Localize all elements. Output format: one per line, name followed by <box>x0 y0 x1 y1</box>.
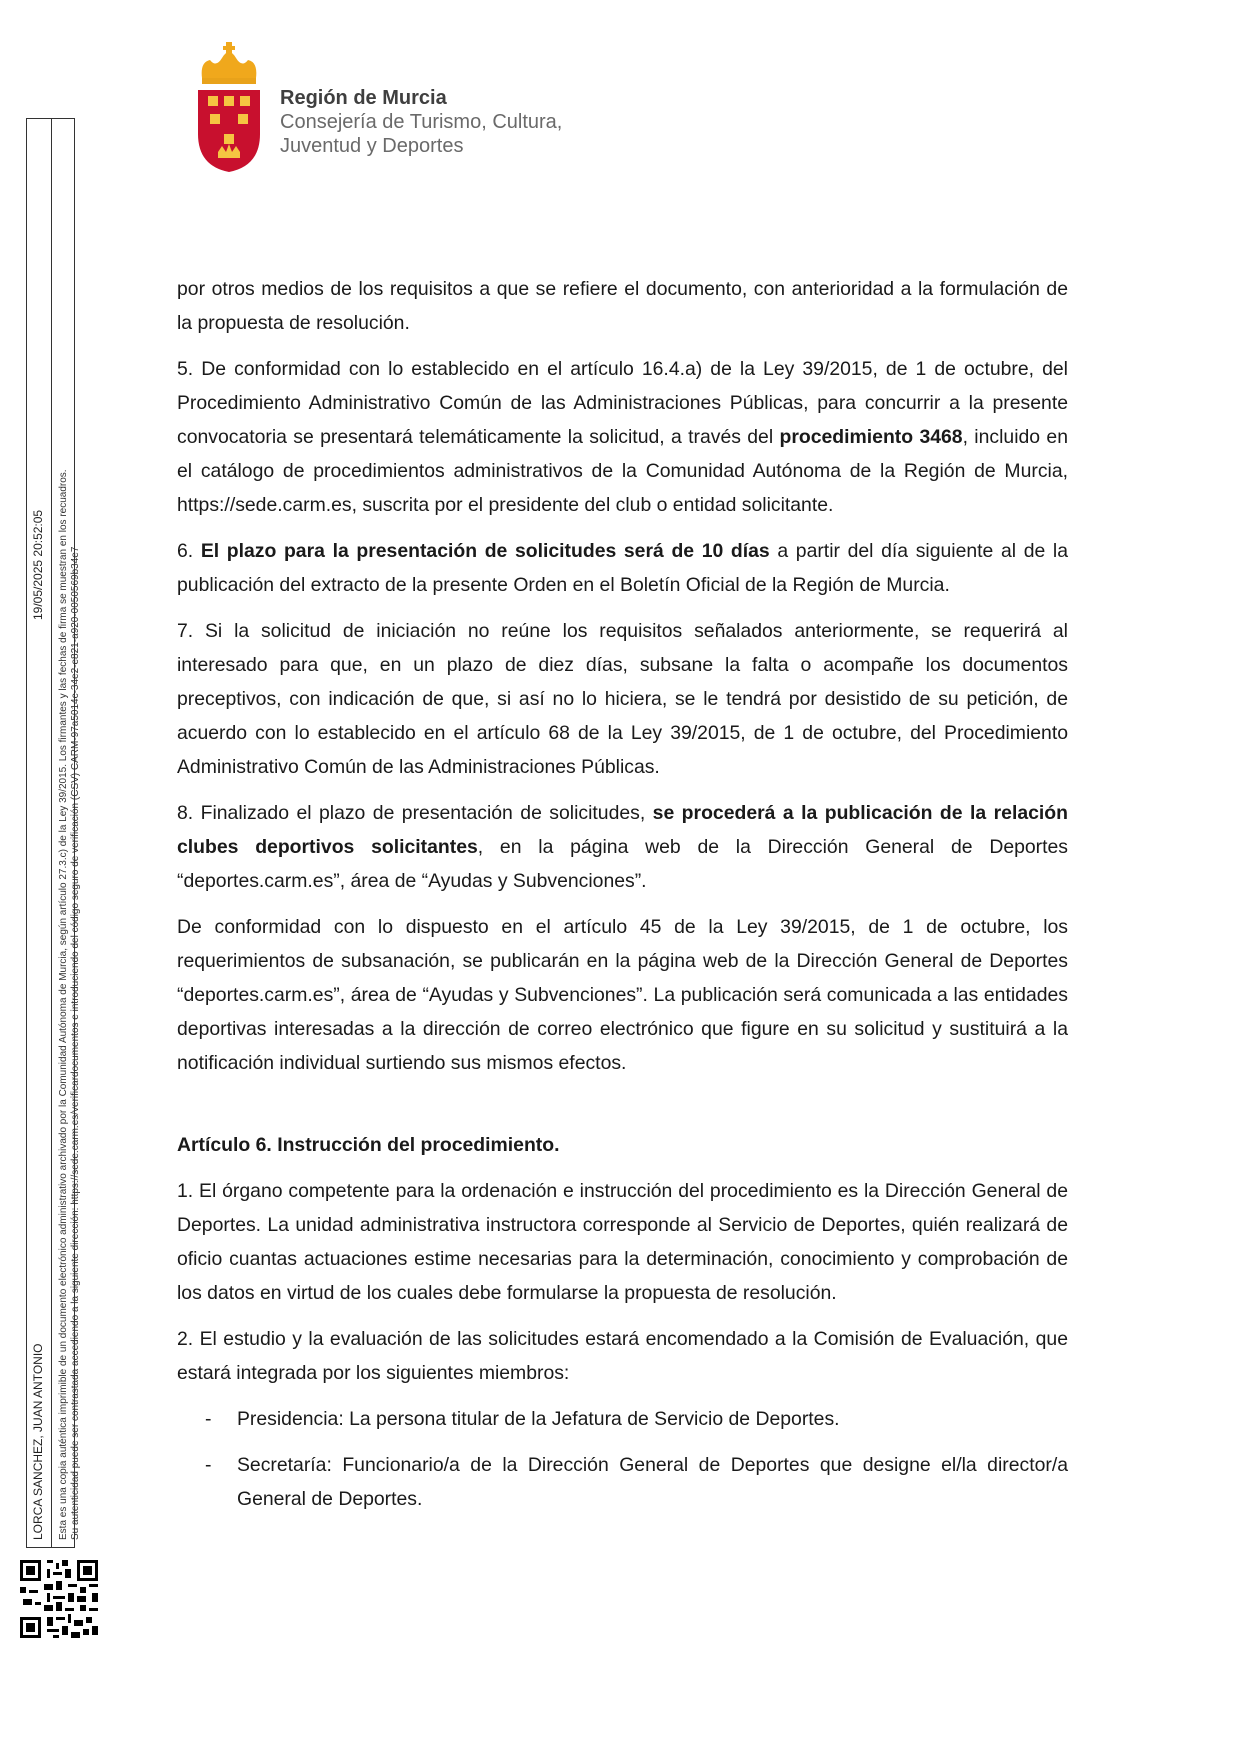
paragraph-8: 8. Finalizado el plazo de presentación de solicitudes, se procederá a la publicación de la relación clubes deportivos solicitantes, en la página web de la Dirección General de Deportes “deportes.carm.es”, área de “Ayudas y Subvenciones”. <box>177 802 1069 892</box>
paragraph-continuation: por otros medios de los requisitos a que se refiere el documento, con anterioridad a la formulación de la propuesta de resolución. <box>177 278 1068 334</box>
signature-box <box>26 118 52 1548</box>
deadline-highlight: El plazo para la presentación de solicitudes será de 10 días <box>200 540 770 562</box>
org-name: Región de Murcia <box>280 87 447 109</box>
procedure-number: procedimiento 3468 <box>779 426 963 448</box>
header-logo <box>196 42 563 182</box>
qr-code-icon <box>20 1560 98 1638</box>
dept-line-1: Consejería de Turismo, Cultura, <box>280 111 563 133</box>
verification-note: Su autenticidad puede ser contrastada accediendo a la siguiente dirección: https://sede.carm.es/verificardocumentos e introduciendo del código seguro de verificación (CSV) CARM-97a5014c-34e2-e821-a920-0050569b34e7 <box>70 546 81 1540</box>
article-6-heading: Artículo 6. Instrucción del procedimiento. <box>177 1134 560 1156</box>
signer-name: LORCA SANCHEZ, JUAN ANTONIO <box>31 1343 45 1540</box>
paragraph-5: 5. De conformidad con lo establecido en el artículo 16.4.a) de la Ley 39/2015, de 1 de octubre, del Procedimiento Administrativo Común de las Administraciones Públicas, para concurrir a la presente convocatoria se presentará telemáticamente la solicitud, a través del procedimiento 3468, incluido en el catálogo de procedimientos administrativos de la Comunidad Autónoma de la Región de Murcia, https://sede.carm.es, suscrita por el presidente del club o entidad solicitante. <box>177 358 1068 516</box>
dept-line-2: Juventud y Deportes <box>280 135 464 157</box>
paragraph-6: 6. El plazo para la presentación de solicitudes será de 10 días a partir del día siguiente al de la publicación del extracto de la presente Orden en el Boletín Oficial de la Región de Murcia. <box>177 540 1068 596</box>
paragraph-7: 7. Si la solicitud de iniciación no reúne los requisitos señalados anteriormente, se requerirá al interesado para que, en un plazo de diez días, subsane la falta o acompañe los documentos preceptivos, con indicación de que, si así no lo hiciera, se le tendrá por desistido de su petición, de acuerdo con lo establecido en el artículo 68 de la Ley 39/2015, de 1 de octubre, del Procedimiento Administrativo Común de las Administraciones Públicas. <box>177 620 1068 778</box>
article-6-paragraph-2: 2. El estudio y la evaluación de las solicitudes estará encomendado a la Comisión de Evaluación, que estará integrada por los siguientes miembros: <box>177 1328 1068 1384</box>
document-body <box>177 272 1068 1528</box>
article-6-paragraph-1: 1. El órgano competente para la ordenación e instrucción del procedimiento es la Dirección General de Deportes. La unidad administrativa instructora corresponde al Servicio de Deportes, quién realizará de oficio cuantas actuaciones estime necesarias para la determinación, conocimiento y comprobación de los datos en virtud de los cuales debe formularse la propuesta de resolución. <box>177 1180 1068 1304</box>
publication-highlight: se procederá a la publicación de la relación clubes deportivos solicitantes <box>177 802 1068 858</box>
list-item: - Secretaría: Funcionario/a de la Dirección General de Deportes que designe el/la director/a General de Deportes. <box>237 1448 1068 1516</box>
list-item: - Presidencia: La persona titular de la Jefatura de Servicio de Deportes. <box>237 1402 1068 1436</box>
commission-members-list <box>177 1402 1068 1516</box>
authenticity-note: Esta es una copia auténtica imprimible de un documento electrónico administrativo archivado por la Comunidad Autónoma de Murcia, según artículo 27.3.c) de la Ley 39/2015. Los firmantes y las fechas de firma se muestran en los recuadros. <box>58 469 69 1540</box>
coat-of-arms-icon <box>196 42 262 174</box>
paragraph-9: De conformidad con lo dispuesto en el artículo 45 de la Ley 39/2015, de 1 de octubre, los requerimientos de subsanación, se publicarán en la página web de la Dirección General de Deportes “deportes.carm.es”, área de “Ayudas y Subvenciones”. La publicación será comunicada a las entidades deportivas interesadas a la dirección de correo electrónico que figure en su solicitud y sustituirá a la notificación individual surtiendo sus mismos efectos. <box>177 916 1068 1074</box>
signature-date: 19/05/2025 20:52:05 <box>31 509 45 620</box>
